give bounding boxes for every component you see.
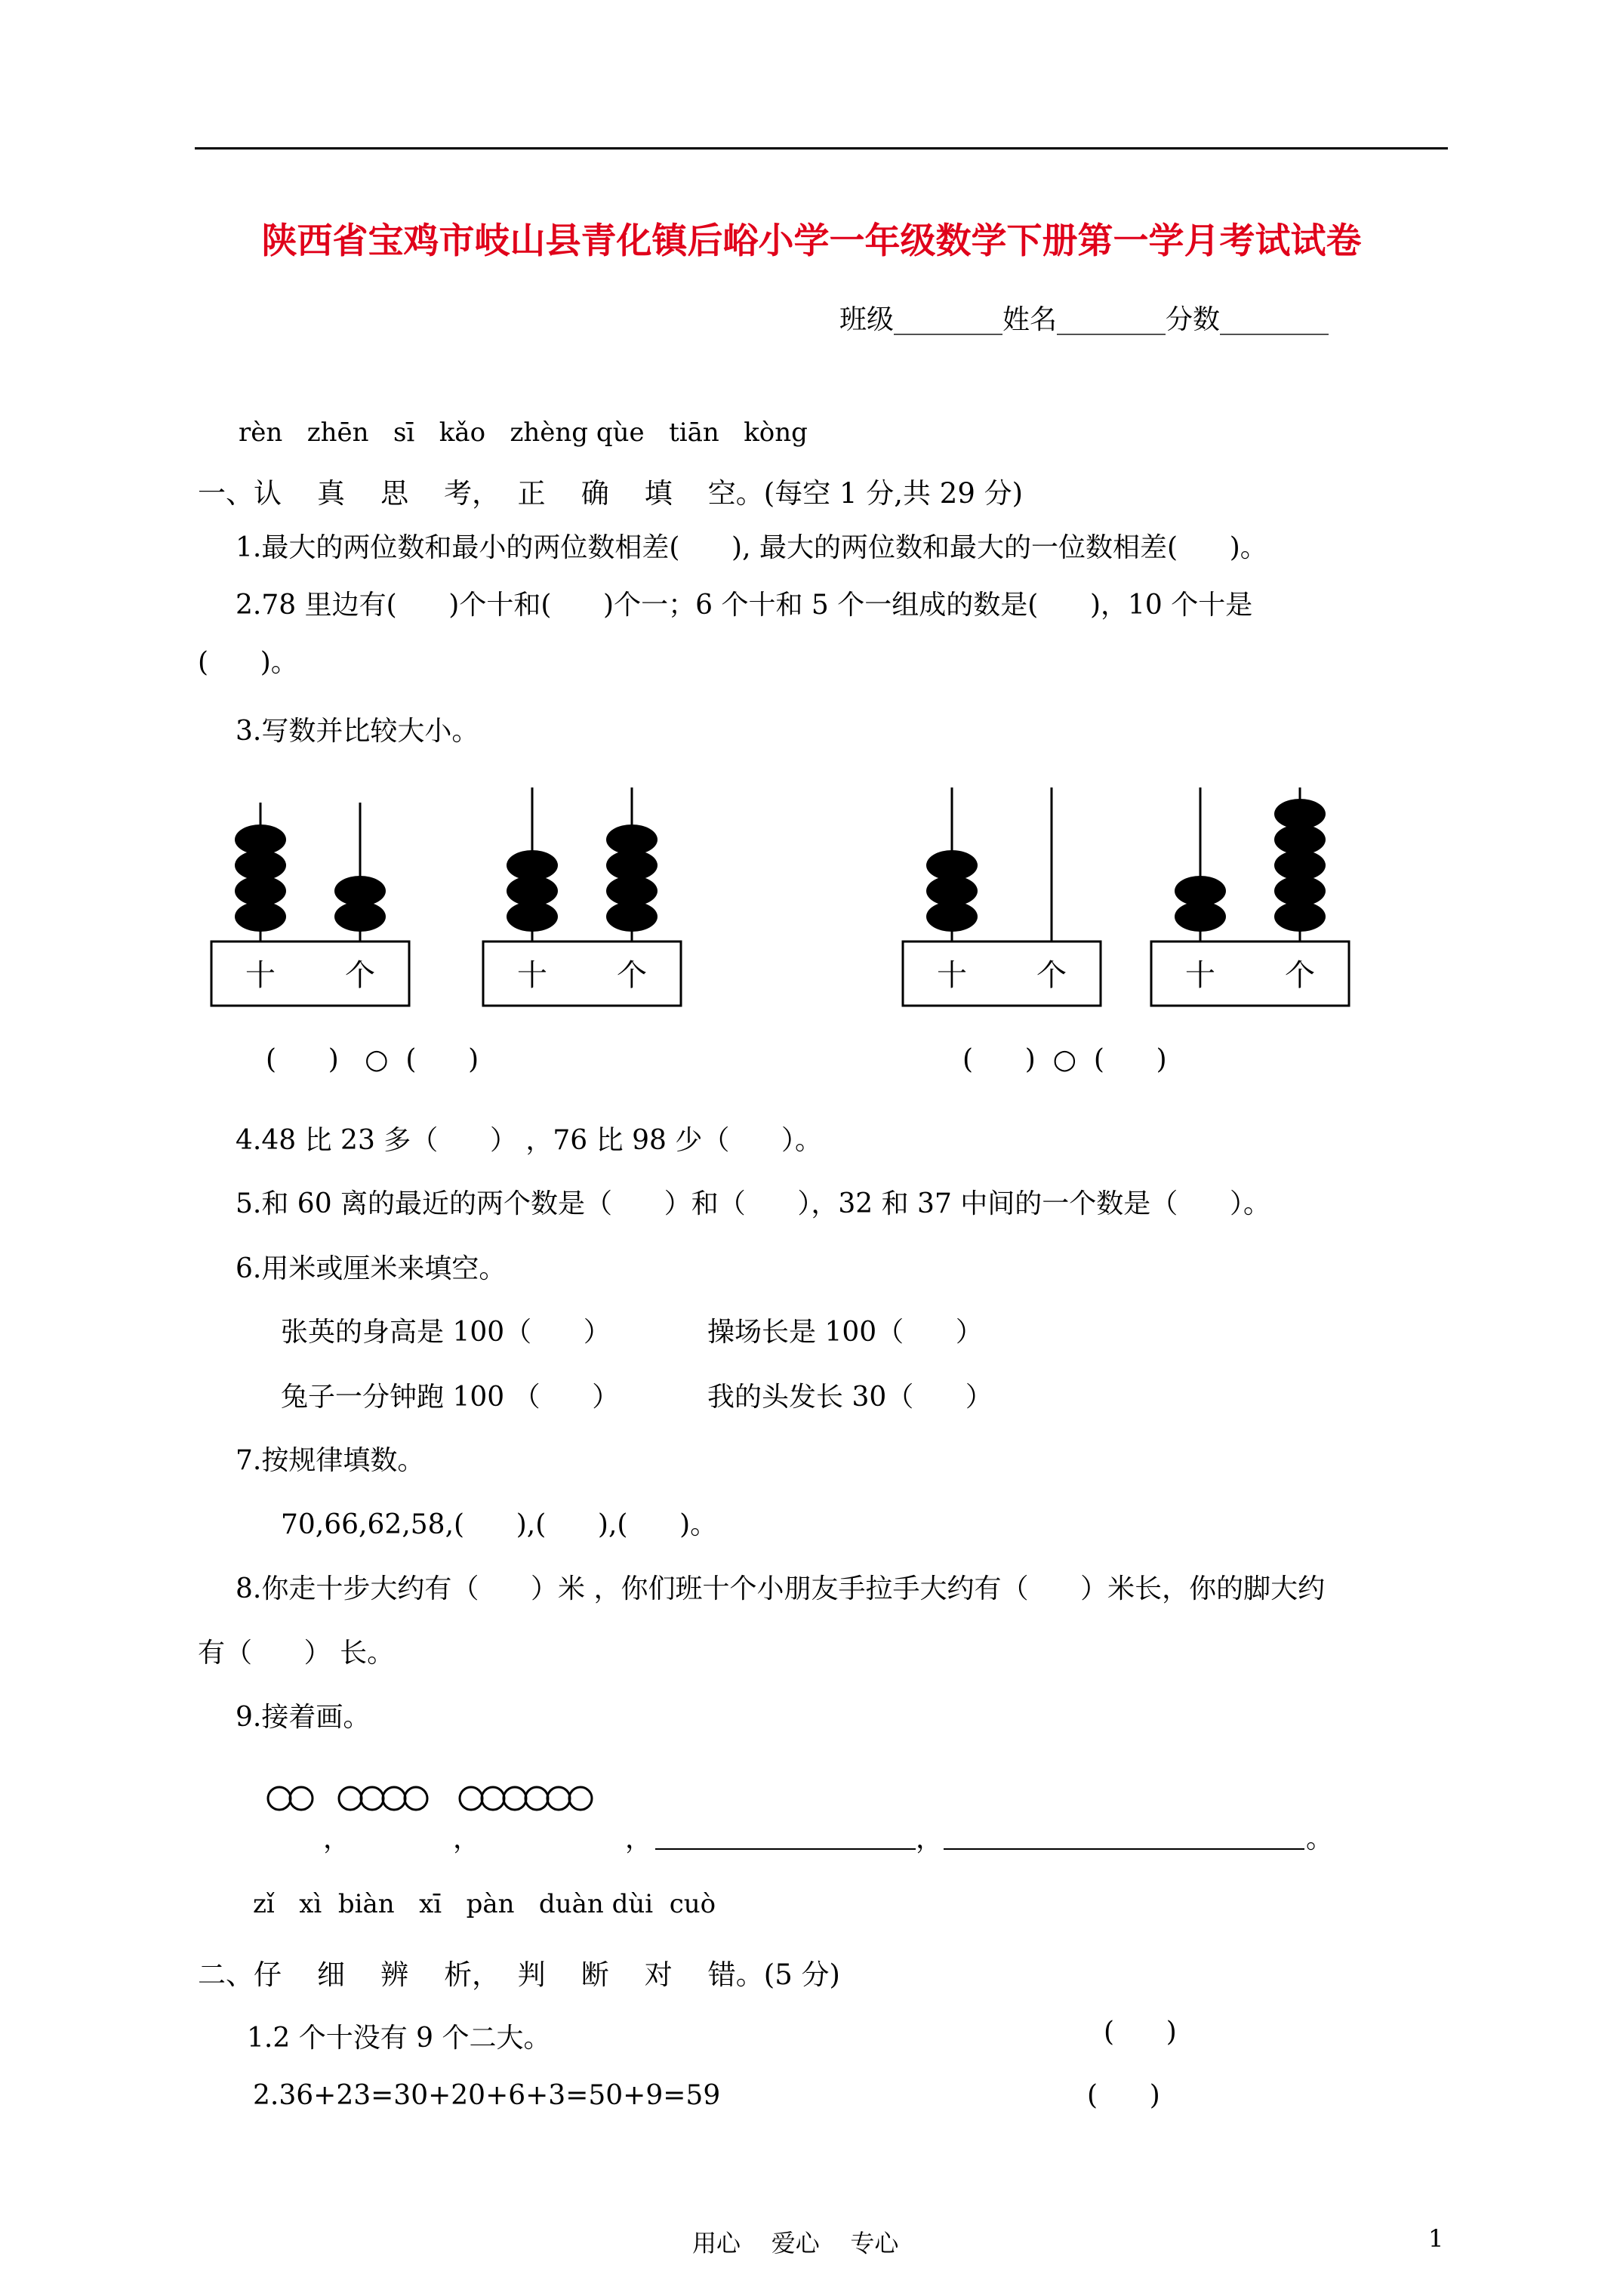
question-7-sequence: 70,66,62,58,( ),( ),( )。 <box>281 1509 718 1540</box>
abacus-figures <box>0 0 1623 1117</box>
abacus-3-tens-label: 十 <box>937 958 967 993</box>
question-1: 1.最大的两位数和最小的两位数相差( ), 最大的两位数和最大的一位数相差( )。 <box>236 532 1267 563</box>
pattern-separator-2: ， <box>453 1823 481 1854</box>
question-6b: 操场长是 100（ ） <box>707 1317 983 1348</box>
question-6a: 张英的身高是 100（ ） <box>281 1317 611 1348</box>
abacus-4-ones-label: 个 <box>1285 958 1315 993</box>
abacus-1-tens-label: 十 <box>245 958 276 993</box>
section1-pinyin: rèn zhēn sī kǎo zhèng qùe tiān kòng <box>239 418 808 448</box>
pattern-separator-4: ， <box>916 1823 944 1854</box>
abacus-1-base <box>211 942 409 1006</box>
section2-heading: 二、仔 细 辨 析， 判 断 对 错。(5 分) <box>198 1959 840 1991</box>
question-9: 9.接着画。 <box>236 1702 371 1733</box>
abacus-3-base <box>903 942 1101 1006</box>
question-8-line1: 8.你走十步大约有（ ）米 ，你们班十个小朋友手拉手大约有（ ）米长，你的脚大约 <box>236 1573 1326 1604</box>
pattern-end-mark: 。 <box>1306 1823 1334 1854</box>
abacus-2-tens-label: 十 <box>517 958 547 993</box>
question-3-compare-right: ( ) ○ ( ) <box>962 1044 1167 1075</box>
abacus-4-base <box>1151 942 1349 1006</box>
judge-question-1: 1.2 个十没有 9 个二大。 <box>247 2023 551 2054</box>
pattern-answer-line-2 <box>944 1848 1304 1850</box>
question-4: 4.48 比 23 多（ ） ，76 比 98 少（ ）。 <box>236 1125 823 1156</box>
question-5: 5.和 60 离的最近的两个数是（ ）和（ ），32 和 37 中间的一个数是（ ）。 <box>236 1188 1270 1219</box>
question-2-line2: ( )。 <box>198 647 298 678</box>
section1-heading: 一、认 真 思 考， 正 确 填 空。(每空 1 分,共 29 分) <box>198 477 1024 510</box>
abacus-3-ones-label: 个 <box>1036 958 1067 993</box>
question-7: 7.按规律填数。 <box>236 1445 425 1476</box>
judge-question-2-blank: ( ) <box>1087 2080 1160 2111</box>
page-number: 1 <box>1428 2224 1444 2253</box>
question-8-line2: 有（ ） 长。 <box>198 1638 395 1669</box>
abacus-1-ones-label: 个 <box>345 958 375 993</box>
abacus-4-tens-label: 十 <box>1185 958 1215 993</box>
exam-title: 陕西省宝鸡市岐山县青化镇后峪小学一年级数学下册第一学月考试试卷 <box>261 220 1362 262</box>
abacus-2-base <box>483 942 681 1006</box>
section2-pinyin: zǐ xì biàn xī pàn duàn dùi cuò <box>253 1889 716 1919</box>
judge-question-2: 2.36+23=30+20+6+3=50+9=59 <box>253 2080 721 2111</box>
pattern-separator-1: ， <box>323 1823 351 1854</box>
judge-question-1-blank: ( ) <box>1104 2017 1177 2048</box>
question-6c: 兔子一分钟跑 100 （ ） <box>281 1382 620 1413</box>
abacus-2-ones-label: 个 <box>617 958 647 993</box>
question-3-compare-left: ( ) ○ ( ) <box>266 1044 479 1075</box>
pattern-separator-3: ， <box>625 1823 653 1854</box>
question-3: 3.写数并比较大小。 <box>236 716 479 747</box>
footer-motto: 用心 爱心 专心 <box>692 2229 899 2257</box>
circle-pattern <box>266 1782 628 1820</box>
pattern-answer-line-1 <box>655 1848 916 1850</box>
student-info-line: 班级________姓名________分数________ <box>839 304 1329 335</box>
question-6d: 我的头发长 30（ ） <box>707 1382 993 1413</box>
question-2-line1: 2.78 里边有( )个十和( )个一；6 个十和 5 个一组成的数是( )，10 个十是 <box>236 590 1253 621</box>
question-6: 6.用米或厘米来填空。 <box>236 1253 507 1284</box>
